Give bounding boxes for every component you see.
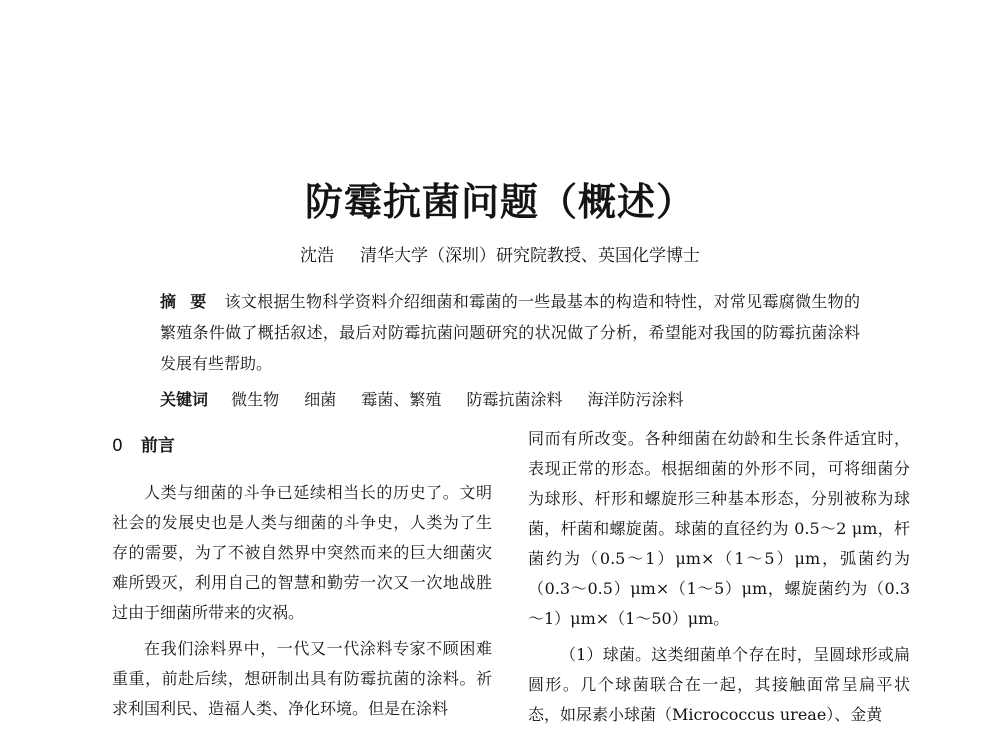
author-name: 沈浩 bbox=[300, 246, 334, 266]
body-paragraph: 在我们涂料界中，一代又一代涂料专家不顾困难重重，前赴后续，想研制出具有防霉抗菌的涂料。祈求利国利民、造福人类、净化环境。但是在涂料 bbox=[112, 639, 492, 718]
keywords bbox=[160, 386, 860, 414]
abstract-text: 该文根据生物科学资料介绍细菌和霉菌的一些最基本的构造和特性，对常见霉腐微生物的繁殖条件做了概括叙述，最后对防霉抗菌问题研究的状况做了分析，希望能对我国的防霉抗菌涂料发展有些帮助。 bbox=[160, 292, 860, 373]
section-title: 前言 bbox=[140, 436, 175, 456]
right-column bbox=[528, 424, 910, 736]
abstract bbox=[160, 286, 860, 379]
body-paragraph: （1）球菌。这类细菌单个存在时，呈圆球形或扁圆形。几个球菌联合在一起，其接触面常呈扁平状态，如尿素小球菌（Micrococcus ureae）、金黄 bbox=[528, 645, 910, 724]
keyword: 防霉抗菌涂料 bbox=[466, 390, 563, 409]
section-number: 0 bbox=[112, 436, 123, 456]
body-paragraph: 同而有所改变。各种细菌在幼龄和生长条件适宜时，表现正常的形态。根据细菌的外形不同，可将细菌分为球形、杆形和螺旋形三种基本形态，分别被称为球菌，杆菌和螺旋菌。球菌的直径约为 0.5～2 μm，杆菌约为（0.5～1）μm×（1～5）μm，弧菌约为（0.3～0.5）μm×（1～5）μm，螺旋菌约为（0.3～1）μm×（1～50）μm。 bbox=[528, 429, 910, 628]
keyword: 微生物 bbox=[231, 390, 280, 409]
abstract-label: 摘要 bbox=[160, 292, 221, 311]
paper-title: 防霉抗菌问题（概述） bbox=[304, 180, 695, 224]
keywords-label: 关键词 bbox=[160, 390, 209, 409]
author-affiliation: 清华大学（深圳）研究院教授、英国化学博士 bbox=[360, 246, 700, 266]
left-column bbox=[112, 424, 492, 730]
body-paragraph: 人类与细菌的斗争已延续相当长的历史了。文明社会的发展史也是人类与细菌的斗争史，人类为了生存的需要，为了不被自然界中突然而来的巨大细菌灾难所毁灭，利用自己的智慧和勤劳一次又一次地战胜过由于细菌所带来的灾祸。 bbox=[112, 483, 492, 622]
section-heading bbox=[112, 432, 492, 460]
keyword: 霉菌、繁殖 bbox=[361, 390, 442, 409]
keyword: 海洋防污涂料 bbox=[587, 390, 684, 409]
keyword: 细菌 bbox=[304, 390, 337, 409]
author-line bbox=[0, 243, 1000, 269]
